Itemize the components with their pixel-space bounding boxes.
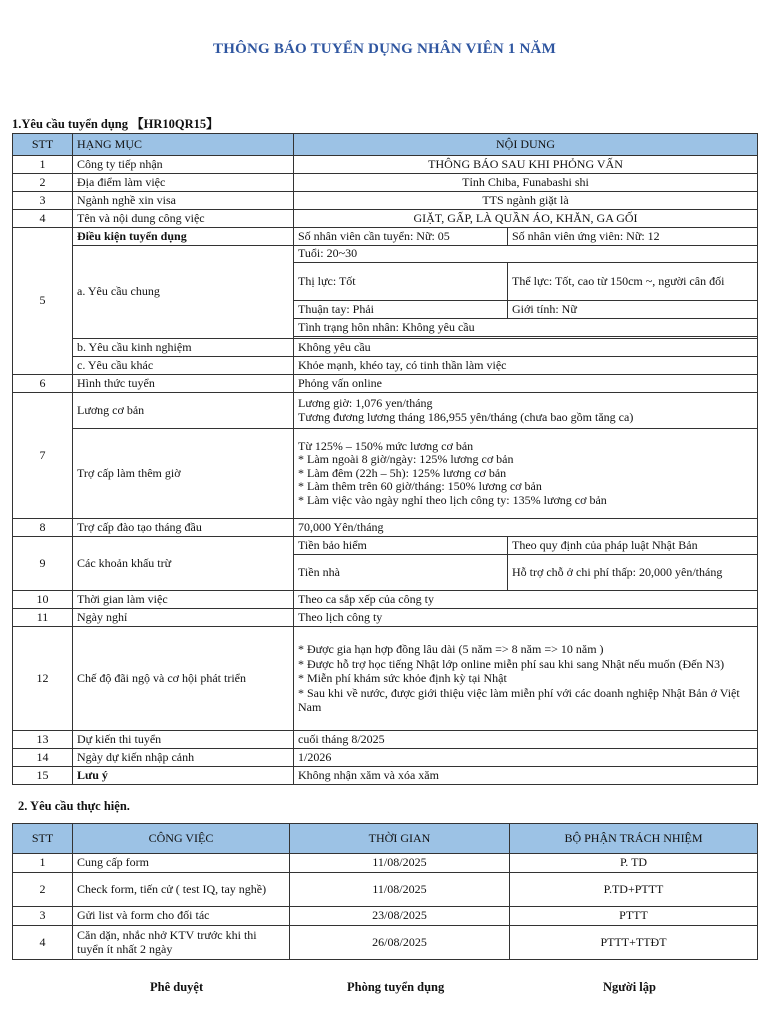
page-title: THÔNG BÁO TUYỂN DỤNG NHÂN VIÊN 1 NĂM [213,41,556,57]
table-row [13,537,758,555]
row-stt: 13 [13,731,73,749]
row-label: Thời gian làm việc [73,591,294,609]
section-1-title: 1.Yêu cầu tuyển dụng 【HR10QR15】 [12,117,219,131]
row-department: P. TD [510,854,758,873]
row-department: P.TD+PTTT [510,873,758,907]
gender-requirement: Giới tính: Nữ [508,301,758,319]
table-row [13,246,758,263]
row-stt: 15 [13,767,73,785]
overtime-line: Từ 125% – 150% mức lương cơ bản [298,438,474,453]
row-stt: 2 [13,873,73,907]
header-content: NỘI DUNG [294,134,758,156]
row-label: Tên và nội dung công việc [73,210,294,228]
overtime-value [294,429,758,519]
row-time: 11/08/2025 [290,854,510,873]
table-row [13,907,758,926]
row-label: Lưu ý [73,767,294,785]
overtime-line: * Làm thêm trên 60 giờ/tháng: 150% lương cơ bản [298,479,542,494]
row-stt: 11 [13,609,73,627]
row-value: Theo lịch công ty [294,609,758,627]
conditions-label: Điều kiện tuyển dụng [73,228,294,246]
handedness-requirement: Thuận tay: Phải [294,301,508,319]
row-department: PTTT+TTĐT [510,926,758,960]
row-stt: 2 [13,174,73,192]
table-row [13,210,758,228]
table-row [13,375,758,393]
row-stt: 5 [13,228,73,375]
row-stt: 12 [13,627,73,731]
row-label: Hình thức tuyển [73,375,294,393]
hourly-wage: Lương giờ: 1,076 yen/tháng [298,396,433,410]
table-row [13,591,758,609]
row-value: Không nhận xăm và xóa xăm [294,767,758,785]
benefit-line: * Được gia hạn hợp đồng lâu dài (5 năm => 8 năm => 10 năm ) [298,642,604,657]
row-stt: 14 [13,749,73,767]
table-row [13,749,758,767]
row-stt: 9 [13,537,73,591]
table-row [13,174,758,192]
row-label: Dự kiến thi tuyển [73,731,294,749]
benefits-value [294,627,758,731]
table-row [13,357,758,375]
marital-requirement: Tình trạng hôn nhân: Không yêu cầu [294,319,758,337]
row-label: Ngành nghề xin visa [73,192,294,210]
row-label: Địa điểm làm việc [73,174,294,192]
table-row [13,609,758,627]
overtime-line: * Làm việc vào ngày nghỉ theo lịch công ty: 135% lương cơ bản [298,492,607,507]
physique-requirement: Thể lực: Tốt, cao từ 150cm ~, người cân đối [508,263,758,301]
overtime-line: * Làm ngoài 8 giờ/ngày: 125% lương cơ bản [298,452,514,467]
row-time: 11/08/2025 [290,873,510,907]
benefit-line: * Miễn phí khám sức khỏe định kỳ tại Nhật [298,671,507,686]
row-value: 70,000 Yên/tháng [294,519,758,537]
overtime-line: * Làm đêm (22h – 5h): 125% lương cơ bản [298,465,507,480]
header-department: BỘ PHẬN TRÁCH NHIỆM [510,824,758,854]
row-stt: 3 [13,192,73,210]
footer-approve: Phê duyệt [150,980,204,994]
row-stt: 7 [13,393,73,519]
table-header-row [13,824,758,854]
header-time: THỜI GIAN [290,824,510,854]
row-value: Phỏng vấn online [294,375,758,393]
row-stt: 4 [13,926,73,960]
row-label: Công ty tiếp nhận [73,156,294,174]
row-value: cuối tháng 8/2025 [294,731,758,749]
other-requirements-value: Khỏe mạnh, khéo tay, có tinh thần làm việc [294,357,758,375]
action-plan-table [12,823,758,960]
row-value: GIẶT, GẤP, LÀ QUẦN ÁO, KHĂN, GA GỐI [294,210,758,228]
row-stt: 8 [13,519,73,537]
other-requirements-label: c. Yêu cầu khác [73,357,294,375]
table-row [13,156,758,174]
experience-label: b. Yêu cầu kinh nghiệm [73,339,294,357]
headcount-applicants: Số nhân viên ứng viên: Nữ: 12 [508,228,758,246]
table-row [13,192,758,210]
row-label: Ngày dự kiến nhập cảnh [73,749,294,767]
table-row [13,228,758,246]
row-stt: 3 [13,907,73,926]
header-category: HẠNG MỤC [73,134,294,156]
section-2-title: 2. Yêu cầu thực hiện. [18,799,130,813]
table-header-row [13,134,758,156]
row-value: Tỉnh Chiba, Funabashi shi [294,174,758,192]
age-requirement: Tuổi: 20~30 [294,246,758,263]
row-stt: 1 [13,156,73,174]
row-stt: 6 [13,375,73,393]
row-label: Trợ cấp đào tạo tháng đầu [73,519,294,537]
general-requirements-label: a. Yêu cầu chung [73,246,294,339]
row-task: Cung cấp form [73,854,290,873]
benefit-line: * Được hỗ trợ học tiếng Nhật lớp online miễn phí sau khi sang Nhật nếu muốn (Đến N3) [298,656,725,671]
monthly-wage: Tương đương lương tháng 186,955 yên/tháng (chưa bao gồm tăng ca) [298,409,634,424]
table-row [13,767,758,785]
row-label: Ngày nghỉ [73,609,294,627]
experience-value: Không yêu cầu [294,339,758,357]
base-salary-label: Lương cơ bản [73,393,294,429]
row-task: Căn dặn, nhắc nhở KTV trước khi thi tuyển ít nhất 2 ngày [73,926,290,960]
table-row [13,627,758,731]
table-row [13,926,758,960]
row-stt: 1 [13,854,73,873]
row-label: Chế độ đãi ngộ và cơ hội phát triển [73,627,294,731]
table-row [13,854,758,873]
row-task: Gửi list và form cho đối tác [73,907,290,926]
overtime-label: Trợ cấp làm thêm giờ [73,429,294,519]
insurance-note: Theo quy định của pháp luật Nhật Bản [508,537,758,555]
footer-creator: Người lập [603,980,656,994]
row-label: Các khoản khấu trừ [73,537,294,591]
table-row [13,731,758,749]
row-stt: 10 [13,591,73,609]
benefit-line: * Sau khi về nước, được giới thiệu việc làm miễn phí với các doanh nghiệp Nhật Bản ở Việt Nam [298,685,740,715]
header-stt: STT [13,824,73,854]
housing-label: Tiền nhà [294,555,508,591]
header-stt: STT [13,134,73,156]
vision-requirement: Thị lực: Tốt [294,263,508,301]
row-value: Theo ca sắp xếp của công ty [294,591,758,609]
table-row [13,393,758,429]
row-value: THÔNG BÁO SAU KHI PHỎNG VẤN [294,156,758,174]
headcount-needed: Số nhân viên cần tuyển: Nữ: 05 [294,228,508,246]
base-salary-value [294,393,758,429]
row-stt: 4 [13,210,73,228]
row-value: TTS ngành giặt là [294,192,758,210]
row-time: 26/08/2025 [290,926,510,960]
recruitment-requirements-table [12,133,758,785]
table-row [13,519,758,537]
row-value: 1/2026 [294,749,758,767]
header-task: CÔNG VIỆC [73,824,290,854]
footer-recruit-department: Phòng tuyển dụng [347,980,445,994]
table-row [13,429,758,519]
row-task: Check form, tiến cử ( test IQ, tay nghề) [73,873,290,907]
row-time: 23/08/2025 [290,907,510,926]
insurance-label: Tiền bảo hiểm [294,537,508,555]
housing-note: Hỗ trợ chỗ ở chi phí thấp: 20,000 yên/tháng [508,555,758,591]
table-row [13,873,758,907]
row-department: PTTT [510,907,758,926]
table-row [13,339,758,357]
